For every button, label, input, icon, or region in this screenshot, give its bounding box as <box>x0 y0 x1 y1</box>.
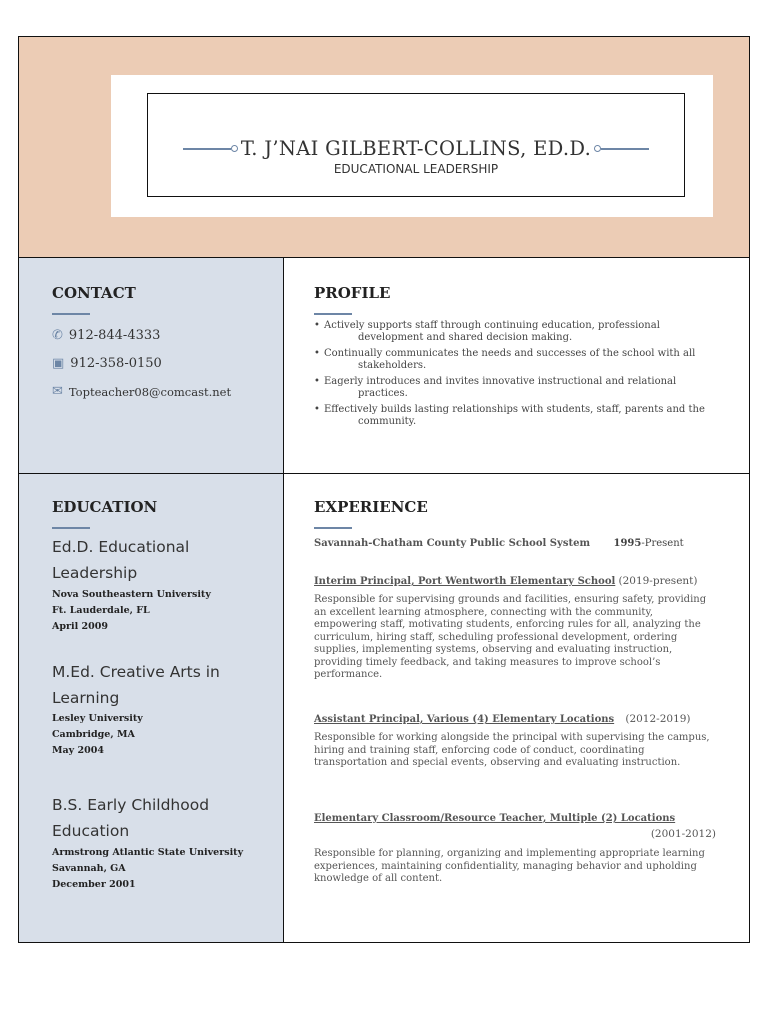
email-row <box>52 384 231 399</box>
profile-underline <box>314 313 352 315</box>
experience-underline <box>314 527 352 529</box>
job-dates: (2019-present) <box>618 575 698 587</box>
school-location: Cambridge, MA <box>52 729 135 740</box>
degree-date: April 2009 <box>52 621 108 632</box>
profile-title: PROFILE <box>314 284 391 302</box>
contact-section <box>19 258 284 473</box>
profile-section <box>284 258 749 473</box>
header-band <box>19 37 749 258</box>
job-dates: (2001-2012) <box>650 828 716 840</box>
phone-number: 912-844-4333 <box>68 328 161 343</box>
employer-line <box>314 538 684 549</box>
fax-number: 912-358-0150 <box>70 356 162 371</box>
profile-bullet: • Continually communicates the needs and successes of the school with all stakeholders. <box>314 348 696 371</box>
contact-profile-row <box>19 258 749 474</box>
profile-bullet: • Effectively builds lasting relationships with students, staff, parents and the community. <box>314 404 705 427</box>
school-name: Lesley University <box>52 713 143 724</box>
education-section <box>19 474 284 942</box>
job-entry <box>314 713 716 770</box>
contact-title: CONTACT <box>52 284 136 302</box>
school-name: Armstrong Atlantic State University <box>52 847 244 858</box>
name-box <box>147 93 685 197</box>
job-title: Interim Principal, Port Wentworth Elementary School <box>314 576 616 587</box>
degree-title: B.S. Early Childhood Education <box>52 796 210 840</box>
resume-page <box>18 36 750 943</box>
candidate-subtitle: EDUCATIONAL LEADERSHIP <box>333 162 499 176</box>
school-location: Savannah, GA <box>52 863 126 874</box>
right-dot-ornament <box>594 145 601 152</box>
profile-bullet: • Eagerly introduces and invites innovative instructional and relational practices. <box>314 376 677 399</box>
job-entry <box>314 575 716 682</box>
header-panel <box>111 75 713 217</box>
degree-details <box>52 845 243 893</box>
school-name: Nova Southeastern University <box>52 589 211 600</box>
experience-section <box>284 474 749 942</box>
job-dates: (2012-2019) <box>625 713 691 725</box>
job-title: Assistant Principal, Various (4) Elementary Locations <box>314 714 615 725</box>
education-underline <box>52 527 90 529</box>
name-line <box>158 139 674 159</box>
profile-bullet: • Actively supports staff through continuing education, professional development and shared decision making. <box>314 320 660 343</box>
degree-title: Ed.D. Educational Leadership <box>52 538 190 582</box>
employment-years: 1995-Present <box>613 538 684 549</box>
fax-row <box>52 356 162 371</box>
job-description: Responsible for planning, organizing and implementing appropriate learning experiences, maintaining confidentiality, managing behavior and upholding knowledge of all content. <box>314 848 705 884</box>
education-title: EDUCATION <box>52 498 158 516</box>
left-dot-ornament <box>231 145 238 152</box>
job-entry <box>314 812 716 886</box>
job-description: Responsible for supervising grounds and facilities, ensuring safety, providing an excellent learning atmosphere, connecting with the community, empowering staff, motivating students, enforcing rules for all, analyzing the curriculum, hiring staff, scheduling professional development, ordering supplies, implementing systems, observing and evaluating instruction, providing timely feedback, and taking measures to improve school’s performance. <box>314 594 707 680</box>
employer-name: Savannah-Chatham County Public School System <box>314 538 591 549</box>
degree-details <box>52 587 211 635</box>
degree-date: December 2001 <box>52 879 136 890</box>
school-location: Ft. Lauderdale, FL <box>52 605 150 616</box>
candidate-name: T. J’NAI GILBERT-COLLINS, ED.D. <box>240 137 592 160</box>
job-description: Responsible for working alongside the principal with supervising the campus, hiring and training staff, enforcing code of conduct, coordinating transportation and special events, observing and evaluating instruction. <box>314 732 710 768</box>
contact-underline <box>52 313 90 315</box>
email-address[interactable]: Topteacher08@comcast.net <box>68 384 232 399</box>
degree-title: M.Ed. Creative Arts in Learning <box>52 663 220 707</box>
right-rule <box>601 148 649 150</box>
education-experience-row <box>19 474 749 942</box>
degree-date: May 2004 <box>52 745 104 756</box>
degree-details <box>52 711 143 759</box>
profile-bullets <box>314 320 719 432</box>
experience-title: EXPERIENCE <box>314 498 428 516</box>
envelope-icon: ✉ <box>52 384 63 399</box>
job-title: Elementary Classroom/Resource Teacher, Multiple (2) Locations <box>314 813 676 824</box>
phone-row <box>52 328 160 343</box>
phone-icon: ✆ <box>52 328 63 343</box>
fax-icon: ▣ <box>52 356 65 371</box>
left-rule <box>183 148 231 150</box>
